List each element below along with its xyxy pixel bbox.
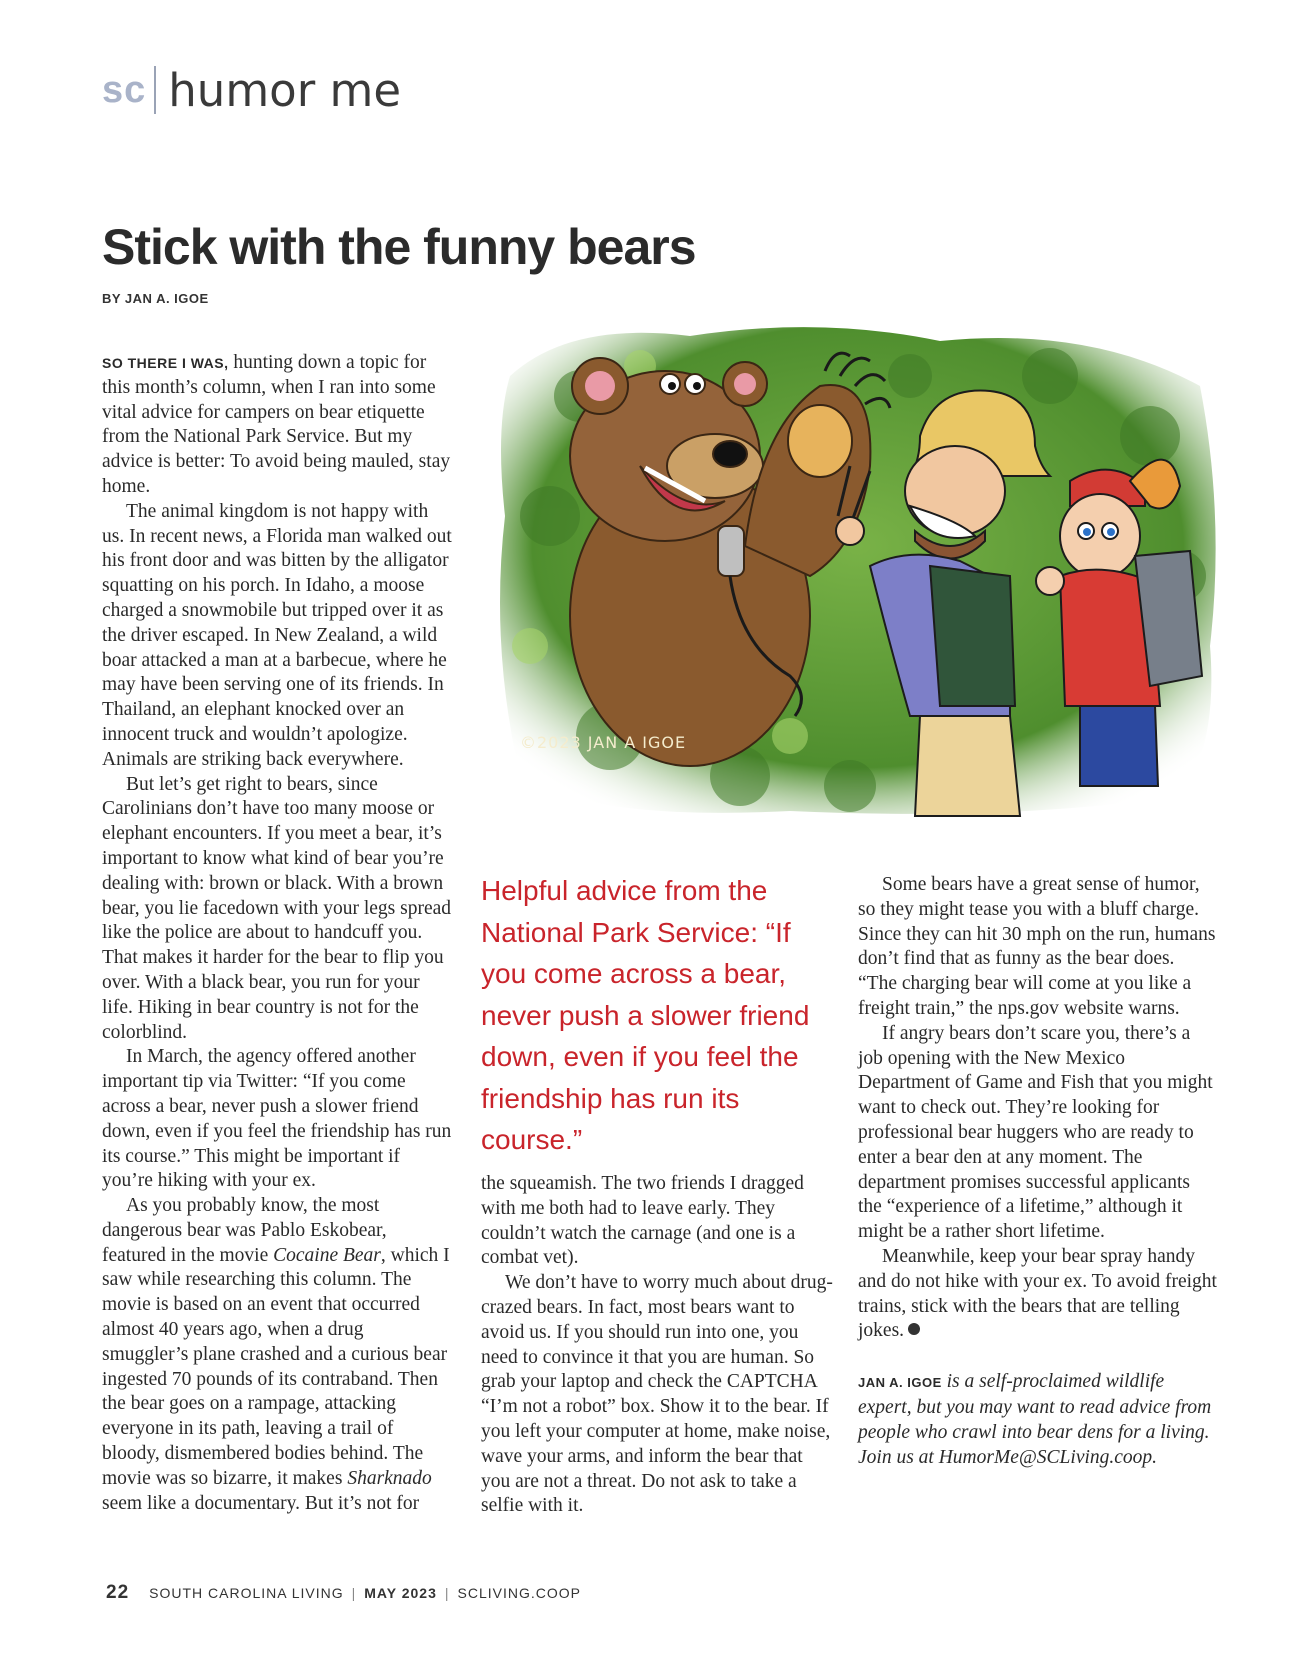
bear-cartoon-illustration <box>490 316 1225 832</box>
paragraph-5-text-c: seem like a documentary. But it’s not for <box>102 1492 420 1514</box>
issue-date: MAY 2023 <box>364 1585 437 1601</box>
column-2 <box>481 1172 836 1519</box>
lead-in: SO THERE I WAS, <box>102 355 229 371</box>
author-bio <box>858 1370 1218 1470</box>
paragraph-1 <box>102 351 452 500</box>
magazine-name: SOUTH CAROLINA LIVING <box>149 1585 344 1601</box>
paragraph-10-text: Meanwhile, keep your bear spray handy and do not hike with your ex. To avoid freight trains, stick with the bears that are telling jokes. <box>858 1245 1217 1342</box>
paragraph-7: We don’t have to worry much about drug-crazed bears. In fact, most bears want to avoid us. If you should run into one, you need to convince it that you are human. So grab your laptop and check the CAPTCHA “I’m not a robot” box. Show it to the bear. If you left your computer at home, make noise, wave your arms, and inform the bear that you are not a threat. Do not ask to take a selfie with it. <box>481 1272 833 1517</box>
column-1 <box>102 351 452 1516</box>
page-footer <box>106 1582 581 1604</box>
paragraph-10 <box>858 1245 1218 1344</box>
bio-text: is a self-proclaimed wildlife expert, but you may want to read advice from people who crawl into bear dens for a living. Join us at HumorMe@SCLiving.coop. <box>858 1371 1212 1468</box>
website: SCLIVING.COOP <box>457 1585 581 1601</box>
article-title: Stick with the funny bears <box>102 219 696 275</box>
bio-author-name: JAN A. IGOE <box>858 1375 942 1391</box>
byline: BY JAN A. IGOE <box>102 291 209 306</box>
section-name: humor me <box>168 63 402 117</box>
section-header <box>102 62 401 118</box>
paragraph-3: But let’s get right to bears, since Carolinians don’t have too many moose or elephant encounters. If you meet a bear, it’s important to know what kind of bear you’re dealing with: brown or black. With a brown bear, you lie facedown with your legs spread like the police are about to handcuff you. That makes it harder for the bear to flip you over. With a black bear, you run for your life. Hiking in bear country is not for the colorblind. <box>102 773 452 1043</box>
column-3 <box>858 873 1218 1470</box>
end-mark-icon <box>908 1323 920 1335</box>
movie-title-cocaine-bear: Cocaine Bear <box>273 1244 381 1266</box>
paragraph-5 <box>102 1194 452 1516</box>
paragraph-6: the squeamish. The two friends I dragged with me both had to leave early. They couldn’t watch the carnage (and one is a combat vet). <box>481 1173 804 1269</box>
paragraph-9: If angry bears don’t scare you, there’s a job opening with the New Mexico Department of Game and Fish that you might want to check out. They’re looking for professional bear huggers who are ready to enter a bear den at any moment. The department promises successful applicants the “experience of a lifetime,” although it might be a rather short lifetime. <box>858 1022 1213 1243</box>
paragraph-5-text-b: , which I saw while researching this column. The movie is based on an event that occurred almost 40 years ago, when a drug smuggler’s plane crashed and a curious bear ingested 70 pounds of its contraband. Then the bear goes on a rampage, attacking everyone in its path, leaving a trail of bloody, dismembered bodies behind. The movie was so bizarre, it makes <box>102 1244 450 1489</box>
footer-separator: | <box>351 1585 357 1601</box>
paragraph-5-text-a: As you probably know, the most dangerous bear was Pablo Eskobear, featured in the movie <box>102 1195 387 1266</box>
header-divider <box>154 66 156 114</box>
movie-title-sharknado: Sharknado <box>347 1467 432 1489</box>
paragraph-2: The animal kingdom is not happy with us. In recent news, a Florida man walked out his front door and was bitten by the alligator squatting on his porch. In Idaho, a moose charged a snowmobile but tripped over it as the driver escaped. In New Zealand, a wild boar attacked a man at a barbecue, where he may have been serving one of its friends. In Thailand, an elephant knocked over an innocent truck and wouldn’t apologize. Animals are striking back everywhere. <box>102 500 452 770</box>
page-number: 22 <box>106 1582 130 1603</box>
illustration-credit: ©2023 JAN A IGOE <box>520 733 687 752</box>
paragraph-1-text: hunting down a topic for this month’s column, when I ran into some vital advice for campers on bear etiquette from the National Park Service. But my advice is better: To avoid being mauled, stay home. <box>102 352 451 497</box>
paragraph-8: Some bears have a great sense of humor, so they might tease you with a bluff charge. Since they can hit 30 mph on the run, humans don’t find that as funny as the bear does. “The charging bear will come at you like a freight train,” the nps.gov website warns. <box>858 874 1216 1019</box>
footer-separator: | <box>444 1585 450 1601</box>
sc-logo: sc <box>102 68 147 111</box>
paragraph-4: In March, the agency offered another important tip via Twitter: “If you come across a bear, never push a slower friend down, even if you feel the friendship has run its course.” This might be important if you’re hiking with your ex. <box>102 1046 452 1192</box>
pull-quote: Helpful advice from the National Park Service: “If you come across a bear, never push a slower friend down, even if you feel the friendship has run its course.” <box>481 875 810 1155</box>
